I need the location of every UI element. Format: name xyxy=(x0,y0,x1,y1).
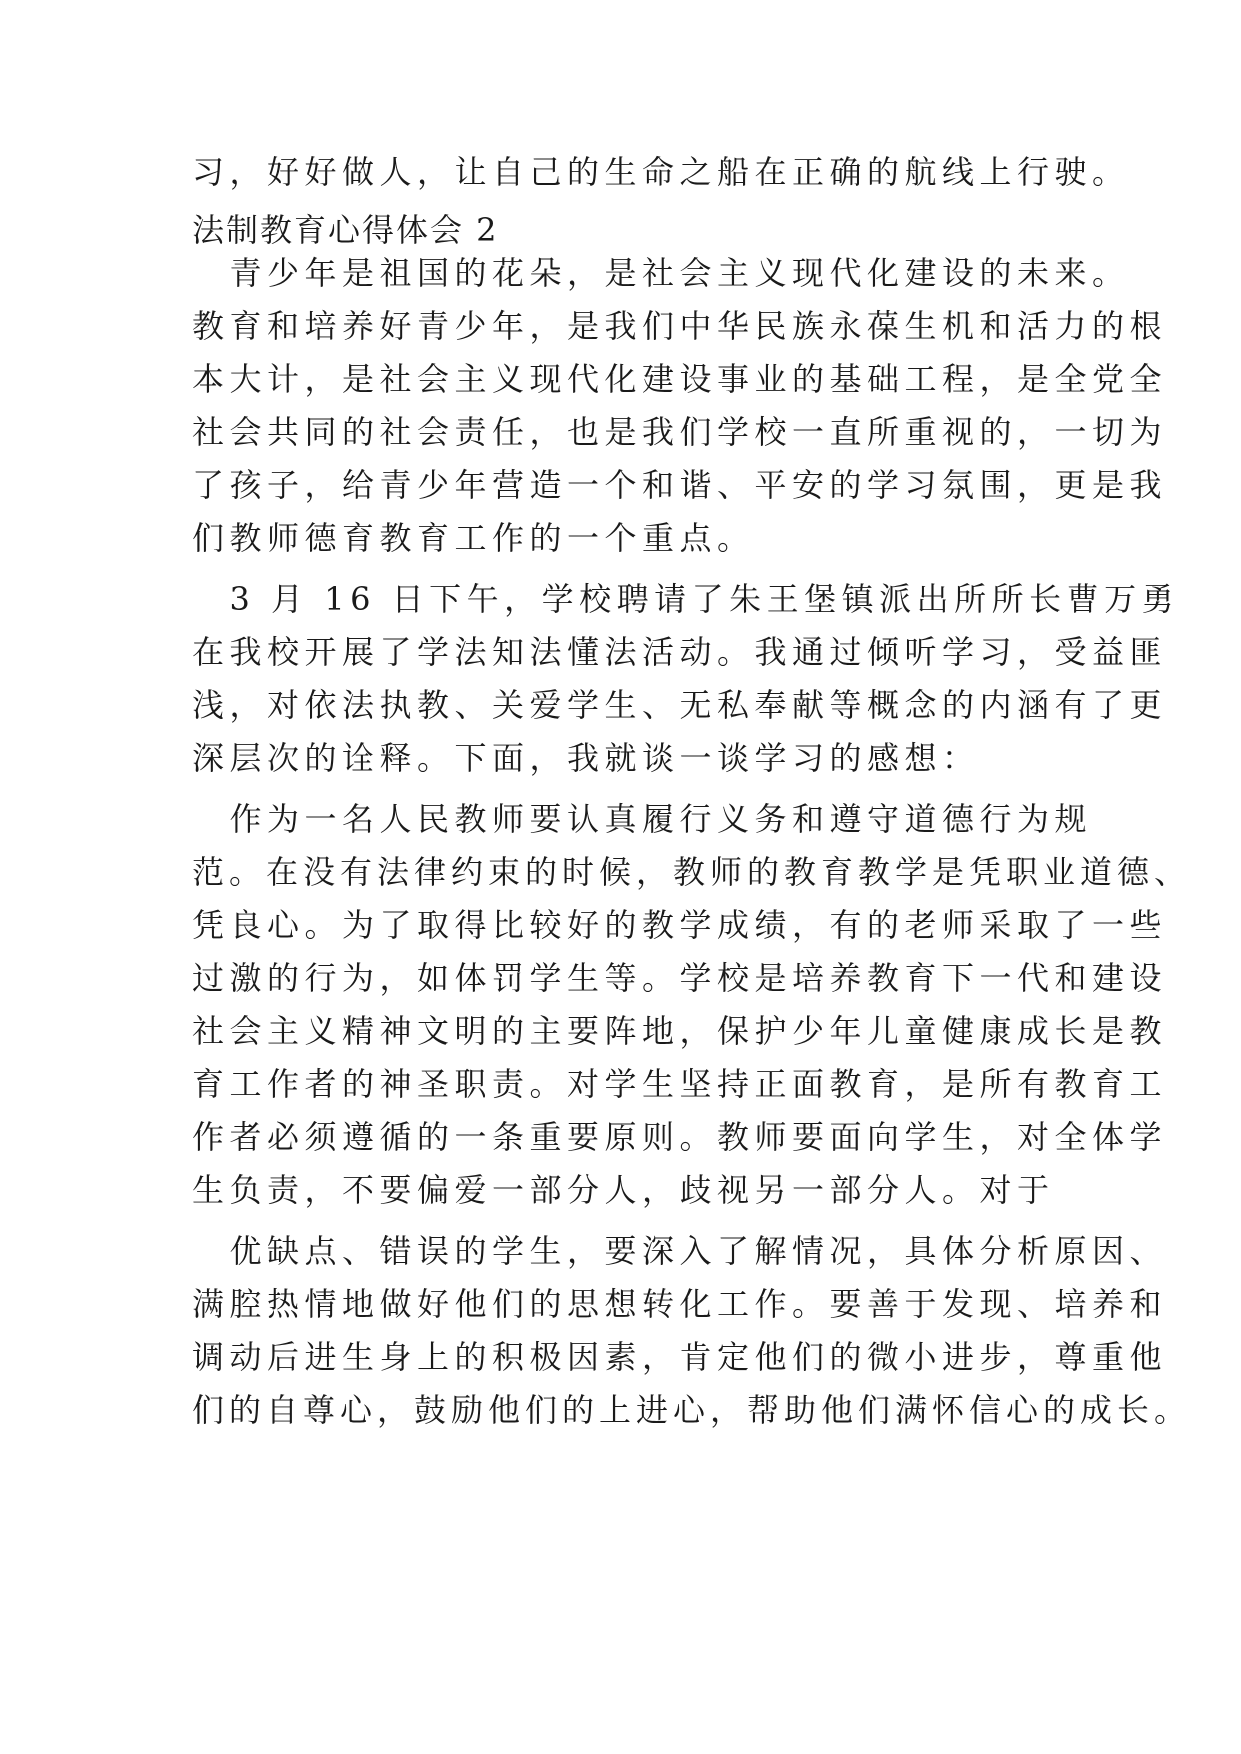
text-line: 3 月 16 日下午，学校聘请了朱王堡镇派出所所长曹万勇 xyxy=(192,580,1180,618)
text-line: 在我校开展了学法知法懂法活动。我通过倾听学习，受益匪 xyxy=(192,633,1168,671)
text-line: 了孩子，给青少年营造一个和谐、平安的学习氛围，更是我 xyxy=(192,466,1168,504)
text-line: 凭良心。为了取得比较好的教学成绩，有的老师采取了一些 xyxy=(192,906,1168,944)
text-line: 浅，对依法执教、关爱学生、无私奉献等概念的内涵有了更 xyxy=(192,686,1168,724)
text-line: 满腔热情地做好他们的思想转化工作。要善于发现、培养和 xyxy=(192,1285,1168,1323)
text-line: 青少年是祖国的花朵，是社会主义现代化建设的未来。 xyxy=(192,254,1130,292)
text-line: 本大计，是社会主义现代化建设事业的基础工程，是全党全 xyxy=(192,360,1168,398)
text-line: 调动后进生身上的积极因素，肯定他们的微小进步，尊重他 xyxy=(192,1338,1168,1376)
text-line: 范。在没有法律约束的时候，教师的教育教学是凭职业道德、 xyxy=(192,853,1192,891)
text-line: 教育和培养好青少年，是我们中华民族永葆生机和活力的根 xyxy=(192,307,1168,345)
text-line: 生负责，不要偏爱一部分人，歧视另一部分人。对于 xyxy=(192,1171,1055,1209)
text-line: 社会主义精神文明的主要阵地，保护少年儿童健康成长是教 xyxy=(192,1012,1168,1050)
text-line: 优缺点、错误的学生，要深入了解情况，具体分析原因、 xyxy=(192,1232,1168,1270)
text-line: 作为一名人民教师要认真履行义务和遵守道德行为规 xyxy=(192,800,1093,838)
text-line: 习，好好做人，让自己的生命之船在正确的航线上行驶。 xyxy=(192,153,1130,191)
text-line: 育工作者的神圣职责。对学生坚持正面教育，是所有教育工 xyxy=(192,1065,1168,1103)
text-line: 们的自尊心，鼓励他们的上进心，帮助他们满怀信心的成长。 xyxy=(192,1391,1192,1429)
text-line: 深层次的诠释。下面，我就谈一谈学习的感想： xyxy=(192,739,980,777)
section-heading: 法制教育心得体会 2 xyxy=(192,211,499,249)
text-line: 们教师德育教育工作的一个重点。 xyxy=(192,519,755,557)
text-line: 过激的行为，如体罚学生等。学校是培养教育下一代和建设 xyxy=(192,959,1168,997)
text-line: 社会共同的社会责任，也是我们学校一直所重视的，一切为 xyxy=(192,413,1168,451)
text-line: 作者必须遵循的一条重要原则。教师要面向学生，对全体学 xyxy=(192,1118,1168,1156)
